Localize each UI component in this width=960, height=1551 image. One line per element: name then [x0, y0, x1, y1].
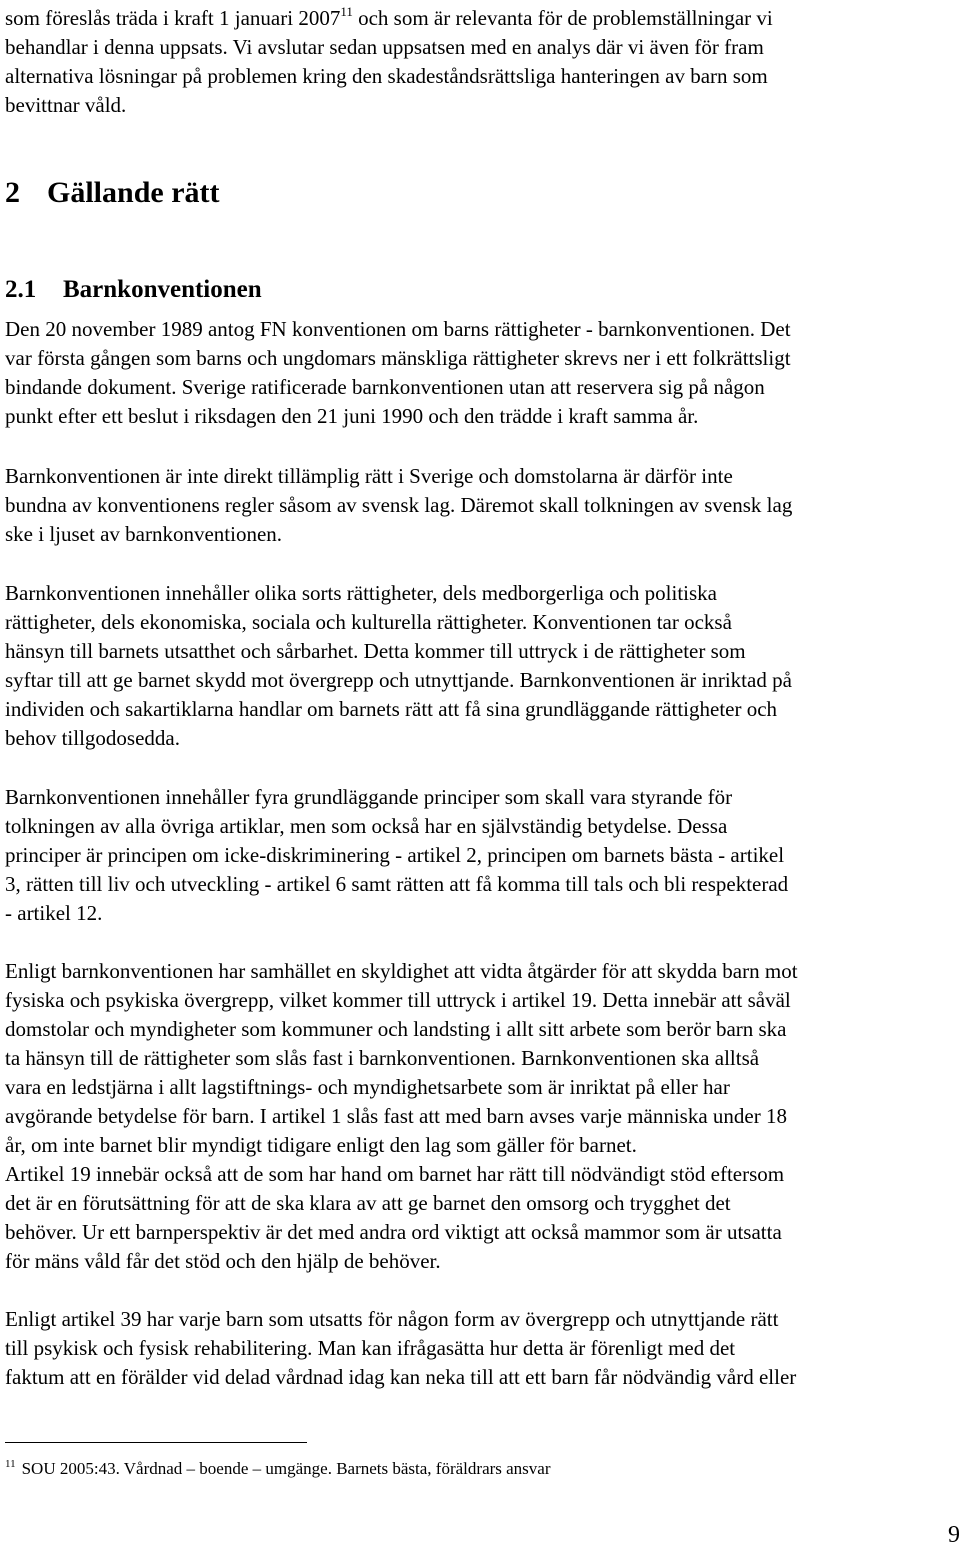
- section-number: 2: [5, 176, 20, 209]
- paragraph-line: fysiska och psykiska övergrepp, vilket kommer till uttryck i artikel 19. Detta innebär att såväl: [5, 988, 791, 1012]
- footnote-text: SOU 2005:43. Vårdnad – boende – umgänge. Barnets bästa, föräldrars ansvar: [21, 1459, 551, 1478]
- paragraph-line: Artikel 19 innebär också att de som har hand om barnet har rätt till nödvändigt stöd eftersom: [5, 1162, 785, 1186]
- paragraph-line: var första gången som barns och ungdomars mänskliga rättigheter skrevs ner i ett folkrättsligt: [5, 346, 791, 370]
- paragraph-line: avgörande betydelse för barn. I artikel 1 slås fast att med barn avses varje människa under 18: [5, 1104, 787, 1128]
- paragraph-line: bundna av konventionens regler såsom av svensk lag. Däremot skall tolkningen av svensk lag: [5, 493, 793, 517]
- intro-line: behandlar i denna uppsats. Vi avslutar sedan uppsatsen med en analys där vi även för fram: [5, 35, 764, 59]
- paragraph-line: för mäns våld får det stöd och den hjälp de behöver.: [5, 1249, 441, 1273]
- paragraph-line: tolkningen av alla övriga artiklar, men som också har en självständig betydelse. Dessa: [5, 814, 728, 838]
- intro-line: som föreslås träda i kraft 1 januari 2007$^{11}$ och som är relevanta för de problemställningar vi: [5, 4, 773, 30]
- paragraph-line: faktum att en förälder vid delad vårdnad idag kan neka till att ett barn får nödvändig vård eller: [5, 1365, 797, 1389]
- paragraph-line: behöver. Ur ett barnperspektiv är det med andra ord viktigt att också mammor som är utsatta: [5, 1220, 782, 1244]
- paragraph-line: Den 20 november 1989 antog FN konventionen om barns rättigheter - barnkonventionen. Det: [5, 317, 791, 341]
- paragraph-line: Barnkonventionen innehåller olika sorts rättigheter, dels medborgerliga och politiska: [5, 581, 718, 605]
- footnote-reference: 11: [340, 4, 353, 19]
- paragraph-line: Enligt artikel 39 har varje barn som utsatts för någon form av övergrepp och utnyttjande rätt: [5, 1307, 779, 1331]
- paragraph-line: individen och sakartiklarna handlar om barnets rätt att få sina grundläggande rättigheter och: [5, 697, 778, 721]
- paragraph-line: ske i ljuset av barnkonventionen.: [5, 522, 283, 546]
- paragraph-line: syftar till att ge barnet skydd mot övergrepp och utnyttjande. Barnkonventionen är inriktad på: [5, 668, 792, 692]
- section-title: Gällande rätt: [47, 176, 220, 209]
- paragraph-line: år, om inte barnet blir myndigt tidigare enligt den lag som gäller för barnet.: [5, 1133, 637, 1157]
- paragraph-line: ta hänsyn till de rättigheter som slås fast i barnkonventionen. Barnkonventionen ska alltså: [5, 1046, 760, 1070]
- intro-line: alternativa lösningar på problemen kring den skadeståndsrättsliga hanteringen av barn som: [5, 64, 768, 88]
- paragraph-line: behov tillgodosedda.: [5, 726, 180, 750]
- paragraph-line: domstolar och myndigheter som kommuner och landsting i allt sitt arbete som berör barn ska: [5, 1017, 787, 1041]
- intro-line: bevittnar våld.: [5, 93, 127, 117]
- paragraph-line: - artikel 12.: [5, 901, 103, 925]
- paragraph-line: bindande dokument. Sverige ratificerade barnkonventionen utan att reservera sig på någon: [5, 375, 765, 399]
- footnote-mark: 11: [5, 1458, 16, 1470]
- subsection-number: 2.1: [5, 276, 37, 303]
- paragraph-line: Enligt barnkonventionen har samhället en skyldighet att vidta åtgärder för att skydda barn mot: [5, 959, 798, 983]
- paragraph-line: hänsyn till barnets utsatthet och sårbarhet. Detta kommer till uttryck i de rättigheter som: [5, 639, 746, 663]
- paragraph-line: punkt efter ett beslut i riksdagen den 21 juni 1990 och den trädde i kraft samma år.: [5, 404, 699, 428]
- subsection-title: Barnkonventionen: [63, 276, 262, 303]
- page-number: 9: [948, 1522, 960, 1548]
- section-heading: [5, 176, 220, 210]
- footnote-divider: [5, 1442, 307, 1443]
- paragraph-line: till psykisk och fysisk rehabilitering. Man kan ifrågasätta hur detta är förenligt med det: [5, 1336, 736, 1360]
- paragraph-line: det är en förutsättning för att de ska klara av att ge barnet den omsorg och trygghet det: [5, 1191, 731, 1215]
- paragraph-line: Barnkonventionen är inte direkt tillämplig rätt i Sverige och domstolarna är därför inte: [5, 464, 733, 488]
- paragraph-line: rättigheter, dels ekonomiska, sociala och kulturella rättigheter. Konventionen tar också: [5, 610, 732, 634]
- paragraph-line: principer är principen om icke-diskriminering - artikel 2, principen om barnets bästa - artikel: [5, 843, 785, 867]
- paragraph-line: Barnkonventionen innehåller fyra grundläggande principer som skall vara styrande för: [5, 785, 733, 809]
- paragraph-line: vara en ledstjärna i allt lagstiftnings- och myndighetsarbete som är inriktat på eller har: [5, 1075, 730, 1099]
- paragraph-line: 3, rätten till liv och utveckling - artikel 6 samt rätten att få komma till tals och bli respekterad: [5, 872, 789, 896]
- subsection-heading: [5, 276, 262, 304]
- footnote: [5, 1458, 551, 1479]
